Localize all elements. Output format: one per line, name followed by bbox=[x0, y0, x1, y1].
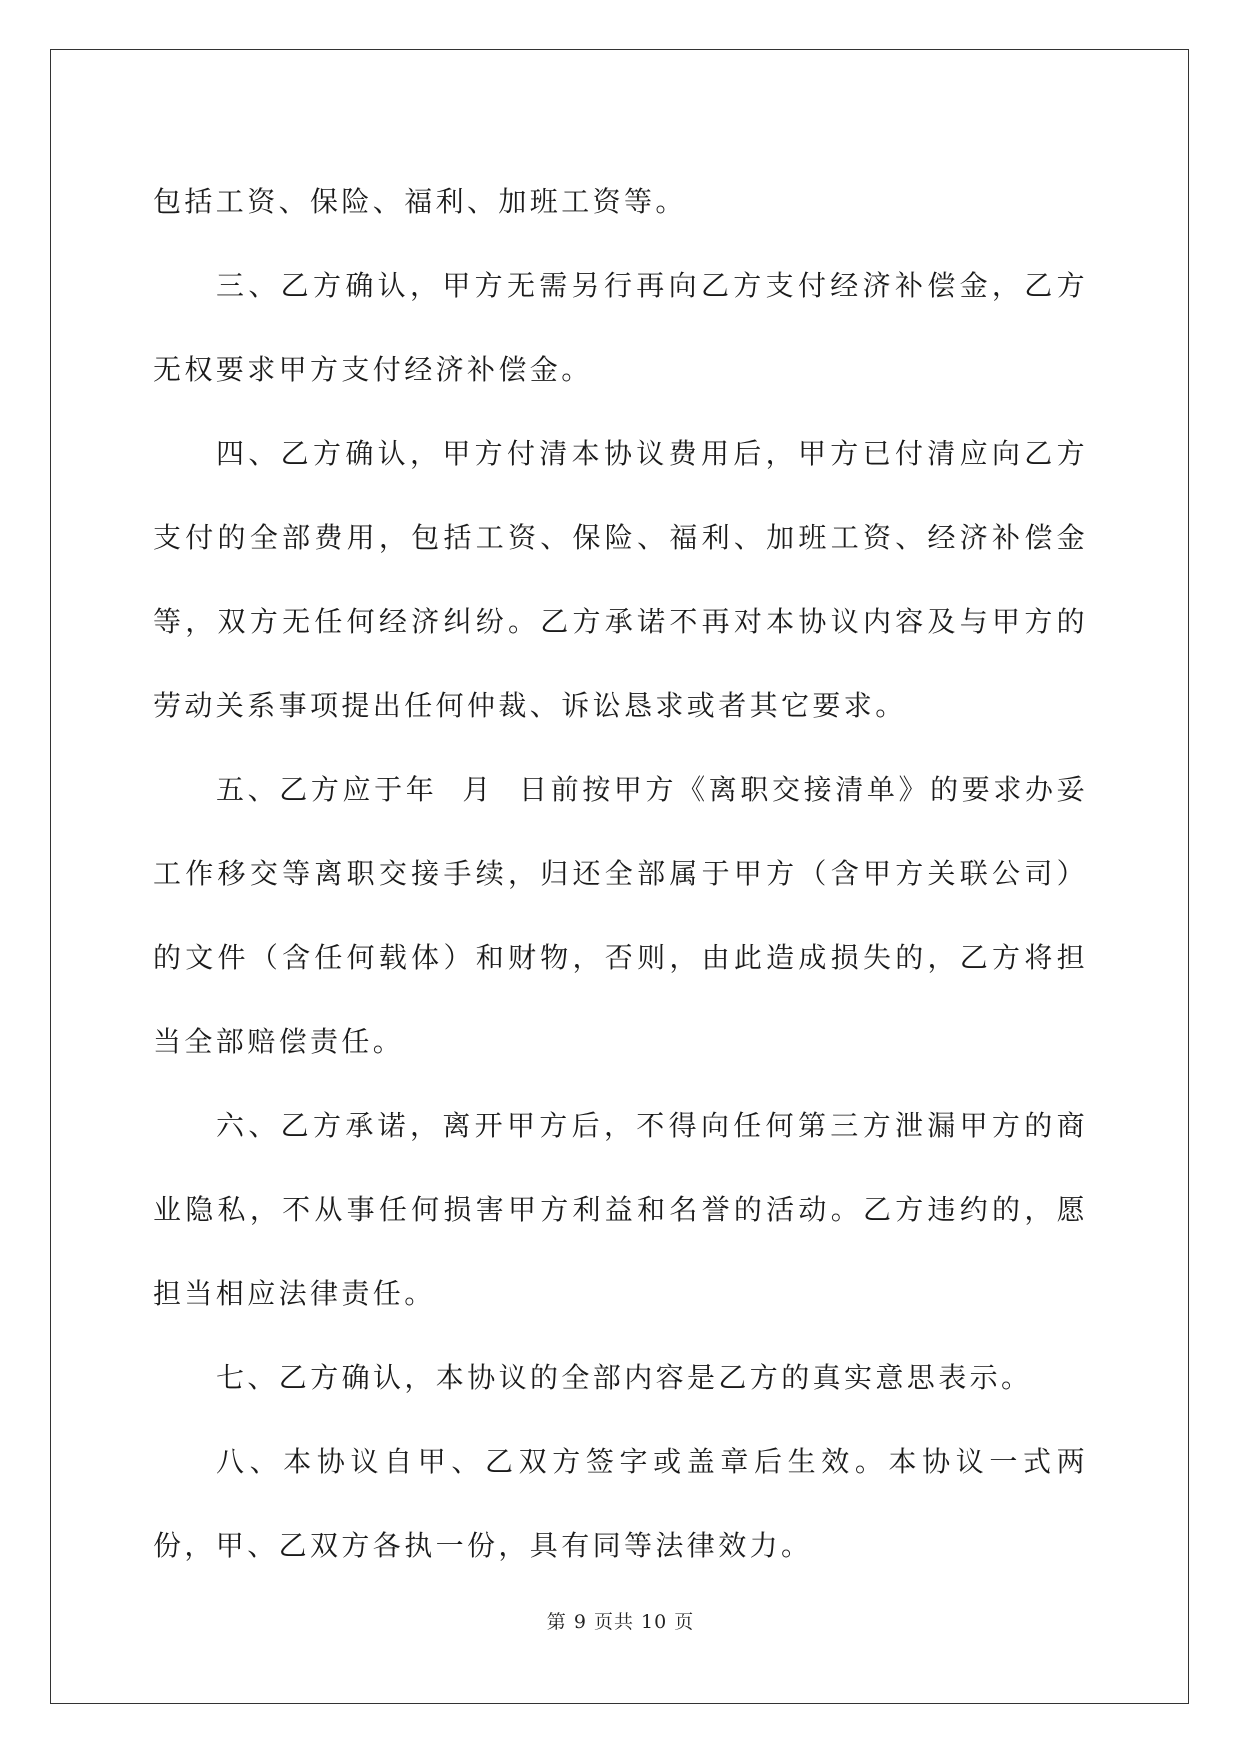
document-body bbox=[153, 160, 1088, 1588]
page-number: 第 9 页 bbox=[546, 1611, 614, 1633]
paragraph-continuation: 包括工资、保险、福利、加班工资等。 bbox=[153, 185, 687, 218]
paragraph-clause-5: 五、乙方应于年 月 日前按甲方《离职交接清单》的要求办妥工作移交等离职交接手续，归还全部属于甲方（含甲方关联公司）的文件（含任何载体）和财物，否则，由此造成损失的，乙方将担当全部赔偿责任。 bbox=[153, 773, 1088, 1058]
page-total: 共 10 页 bbox=[613, 1611, 695, 1633]
paragraph-clause-6: 六、乙方承诺，离开甲方后，不得向任何第三方泄漏甲方的商业隐私，不从事任何损害甲方利益和名誉的活动。乙方违约的，愿担当相应法律责任。 bbox=[153, 1109, 1088, 1310]
paragraph-clause-7: 七、乙方确认，本协议的全部内容是乙方的真实意思表示。 bbox=[216, 1361, 1033, 1394]
page-footer bbox=[0, 1607, 1241, 1634]
paragraph-clause-3: 三、乙方确认，甲方无需另行再向乙方支付经济补偿金，乙方无权要求甲方支付经济补偿金。 bbox=[153, 269, 1088, 386]
paragraph-clause-4: 四、乙方确认，甲方付清本协议费用后，甲方已付清应向乙方支付的全部费用，包括工资、保险、福利、加班工资、经济补偿金等，双方无任何经济纠纷。乙方承诺不再对本协议内容及与甲方的劳动关系事项提出任何仲裁、诉讼恳求或者其它要求。 bbox=[153, 437, 1088, 722]
paragraph-clause-8: 八、本协议自甲、乙双方签字或盖章后生效。本协议一式两份，甲、乙双方各执一份，具有同等法律效力。 bbox=[153, 1445, 1088, 1562]
